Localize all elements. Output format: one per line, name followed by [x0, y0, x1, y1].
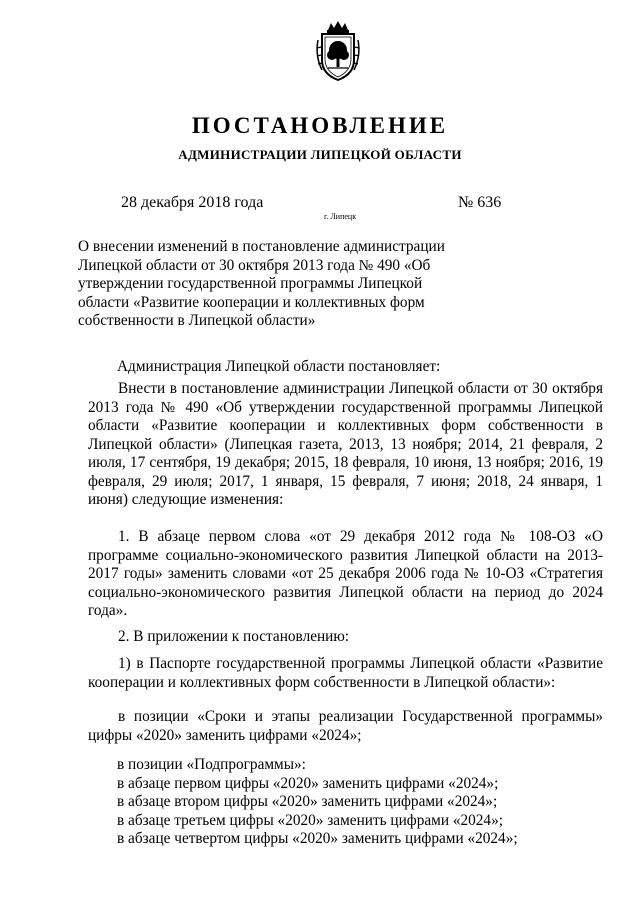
list-item: в абзаце первом цифры «2020» заменить цифрами «2024»;	[117, 774, 499, 792]
list-item: в абзаце третьем цифры «2020» заменить цифрами «2024»;	[117, 811, 503, 829]
document-date: 28 декабря 2018 года	[121, 194, 264, 211]
paragraph-item-1: 1. В абзаце первом слова «от 29 декабря 2012 года № 108-ОЗ «О программе социально-экономического развития Липецкой области на 2013-2017 годы» заменить словами «от 25 декабря 2006 года № 10-ОЗ «Стратегия социально-экономического развития Липецкой области на период до 2024 года».	[88, 528, 603, 619]
list-item: в позиции «Подпрограммы»:	[117, 756, 306, 773]
document-number: № 636	[458, 194, 502, 211]
document-title: ПОСТАНОВЛЕНИЕ	[191, 113, 449, 138]
document-place: г. Липецк	[324, 212, 357, 221]
paragraph-main: Внести в постановление администрации Липецкой области от 30 октября 2013 года № 490 «Об утверждении государственной программы Липецкой области «Развитие кооперации и коллективных форм собственности в Липецкой области» (Липецкая газета, 2013, 13 ноября; 2014, 21 февраля, 2 июля, 17 сентября, 19 декабря; 2015, 18 февраля, 10 июня, 13 ноября; 2016, 19 февраля, 29 июля; 2017, 1 января, 15 февраля, 7 июня; 2018, 24 января, 1 июня) следующие изменения:	[88, 380, 603, 508]
list-item: в абзаце втором цифры «2020» заменить цифрами «2024»;	[117, 793, 498, 810]
document-subject: О внесении изменений в постановление администрации Липецкой области от 30 октября 2013 года № 490 «Об утверждении государственной программы Липецкой области «Развитие кооперации и коллективных форм собственности в Липецкой области»	[78, 238, 445, 330]
paragraph-item-2: 2. В приложении к постановлению:	[118, 628, 350, 645]
coat-of-arms-icon	[314, 20, 362, 82]
issuing-authority: АДМИНИСТРАЦИИ ЛИПЕЦКОЙ ОБЛАСТИ	[178, 147, 462, 162]
paragraph-subitem-1: 1) в Паспорте государственной программы Липецкой области «Развитие кооперации и коллективных форм собственности в Липецкой области»:	[88, 655, 603, 691]
list-item: в абзаце четвертом цифры «2020» заменить цифрами «2024»;	[117, 830, 518, 847]
amendment-list	[117, 756, 607, 849]
preamble: Администрация Липецкой области постановляет:	[117, 358, 441, 375]
paragraph-position-terms: в позиции «Сроки и этапы реализации Государственной программы» цифры «2020» заменить цифрами «2024»;	[88, 708, 603, 744]
